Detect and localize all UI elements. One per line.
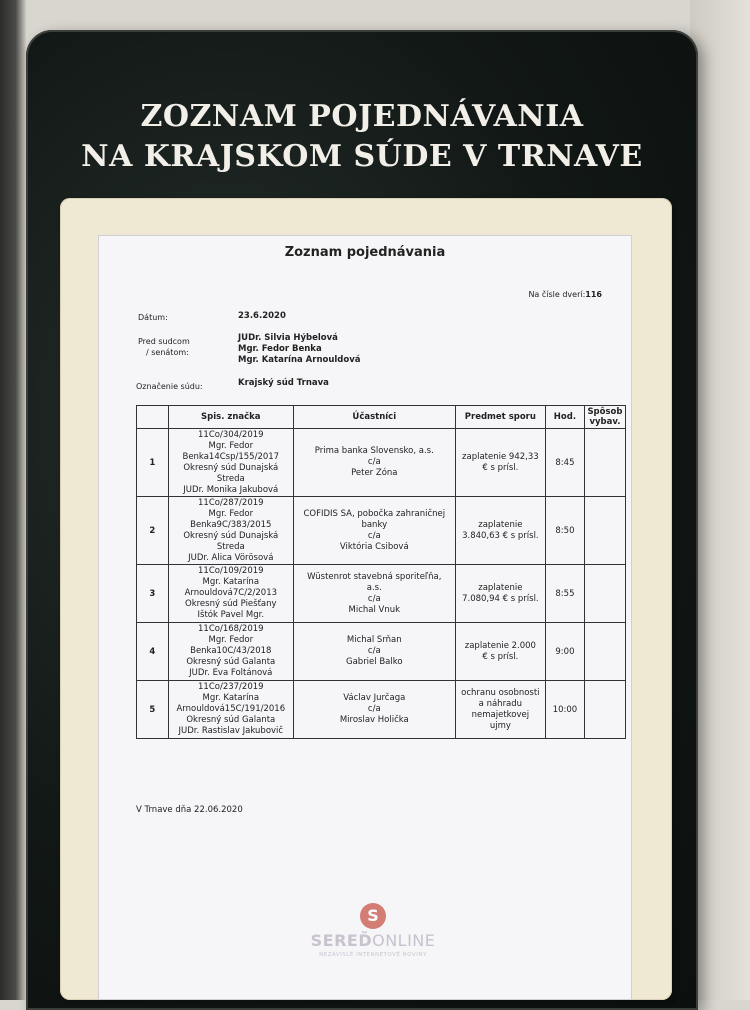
logo-brand: SEREĎONLINE <box>310 931 436 950</box>
judge-2: Mgr. Fedor Benka <box>238 344 322 354</box>
cell-spis: 11Co/304/2019 Mgr. Fedor Benka14Csp/155/2017 Okresný súd Dunajská Streda JUDr. Monika Jakubová <box>168 429 293 497</box>
board-title-line1: ZOZNAM POJEDNÁVANIA <box>140 99 584 134</box>
cell-sposob <box>584 497 625 565</box>
cell-spis: 11Co/237/2019 Mgr. Katarína Arnouldová15C/191/2016 Okresný súd Galanta JUDr. Rastislav Jakubovič <box>168 681 293 739</box>
hearing-table <box>136 405 626 739</box>
cell-sposob <box>584 565 625 623</box>
cell-hod: 10:00 <box>545 681 584 739</box>
table-row <box>137 497 626 565</box>
cell-ucastnici: COFIDIS SA, pobočka zahraničnej banky c/a Viktória Csibová <box>293 497 455 565</box>
header-number <box>137 406 169 429</box>
cell-spis: 11Co/109/2019 Mgr. Katarína Arnouldová7C/2/2013 Okresný súd Piešťany Ištók Pavel Mgr. <box>168 565 293 623</box>
cell-predmet: zaplatenie 7.080,94 € s prísl. <box>455 565 545 623</box>
cell-spis: 11Co/287/2019 Mgr. Fedor Benka9C/383/2015 Okresný súd Dunajská Streda JUDr. Alica Vörösová <box>168 497 293 565</box>
row-number: 4 <box>137 623 169 681</box>
wall-right <box>690 0 750 1000</box>
cell-hod: 8:45 <box>545 429 584 497</box>
row-number: 3 <box>137 565 169 623</box>
cell-hod: 8:50 <box>545 497 584 565</box>
header-spis: Spis. značka <box>168 406 293 429</box>
cell-sposob <box>584 623 625 681</box>
cell-ucastnici: Prima banka Slovensko, a.s. c/a Peter Zóna <box>293 429 455 497</box>
row-number: 2 <box>137 497 169 565</box>
cell-spis: 11Co/168/2019 Mgr. Fedor Benka10C/43/2018 Okresný súd Galanta JUDr. Eva Foltánová <box>168 623 293 681</box>
judge-3: Mgr. Katarína Arnouldová <box>238 355 361 365</box>
cell-sposob <box>584 429 625 497</box>
judge-label-1: Pred sudcom <box>138 337 190 346</box>
cell-sposob <box>584 681 625 739</box>
hearing-list-paper <box>98 235 632 1000</box>
hearing-date: 23.6.2020 <box>238 311 286 321</box>
door-number-line <box>528 290 602 299</box>
table-row <box>137 429 626 497</box>
footer-date: V Trnave dňa 22.06.2020 <box>136 805 243 815</box>
paper-frame <box>60 198 672 1000</box>
table-row <box>137 681 626 739</box>
watermark-logo <box>298 903 448 958</box>
cell-hod: 8:55 <box>545 565 584 623</box>
court-name: Krajský súd Trnava <box>238 378 329 388</box>
header-predmet: Predmet sporu <box>455 406 545 429</box>
header-hod: Hod. <box>545 406 584 429</box>
cell-predmet: zaplatenie 3.840,63 € s prísl. <box>455 497 545 565</box>
judge-1: JUDr. Silvia Hýbelová <box>238 333 338 343</box>
header-ucastnici: Účastníci <box>293 406 455 429</box>
cell-ucastnici: Václav Jurčaga c/a Miroslav Holička <box>293 681 455 739</box>
door-number: 116 <box>585 290 602 299</box>
wall-left <box>0 0 26 1000</box>
board-title-line2: NA KRAJSKOM SÚDE V TRNAVE <box>81 139 643 174</box>
cell-hod: 9:00 <box>545 623 584 681</box>
table-row <box>137 623 626 681</box>
table-row <box>137 565 626 623</box>
date-label: Dátum: <box>138 313 168 322</box>
table-header-row <box>137 406 626 429</box>
court-label: Označenie súdu: <box>136 382 203 391</box>
cell-predmet: ochranu osobnosti a náhradu nemajetkovej ujmy <box>455 681 545 739</box>
cell-predmet: zaplatenie 942,33 € s prísl. <box>455 429 545 497</box>
row-number: 5 <box>137 681 169 739</box>
logo-tagline: NEZÁVISLÉ INTERNETOVÉ NOVINY <box>319 952 427 958</box>
cell-ucastnici: Michal Srňan c/a Gabriel Balko <box>293 623 455 681</box>
cell-ucastnici: Wüstenrot stavebná sporiteľňa, a.s. c/a Michal Vnuk <box>293 565 455 623</box>
judge-label-2: / senátom: <box>146 348 189 357</box>
door-label: Na čísle dverí: <box>528 290 586 299</box>
cell-predmet: zaplatenie 2.000 € s prísl. <box>455 623 545 681</box>
document-title: Zoznam pojednávania <box>284 245 446 260</box>
header-sposob: Spôsob vybav. <box>584 406 625 429</box>
table-body <box>137 429 626 739</box>
row-number: 1 <box>137 429 169 497</box>
logo-s-icon: S <box>360 903 386 929</box>
